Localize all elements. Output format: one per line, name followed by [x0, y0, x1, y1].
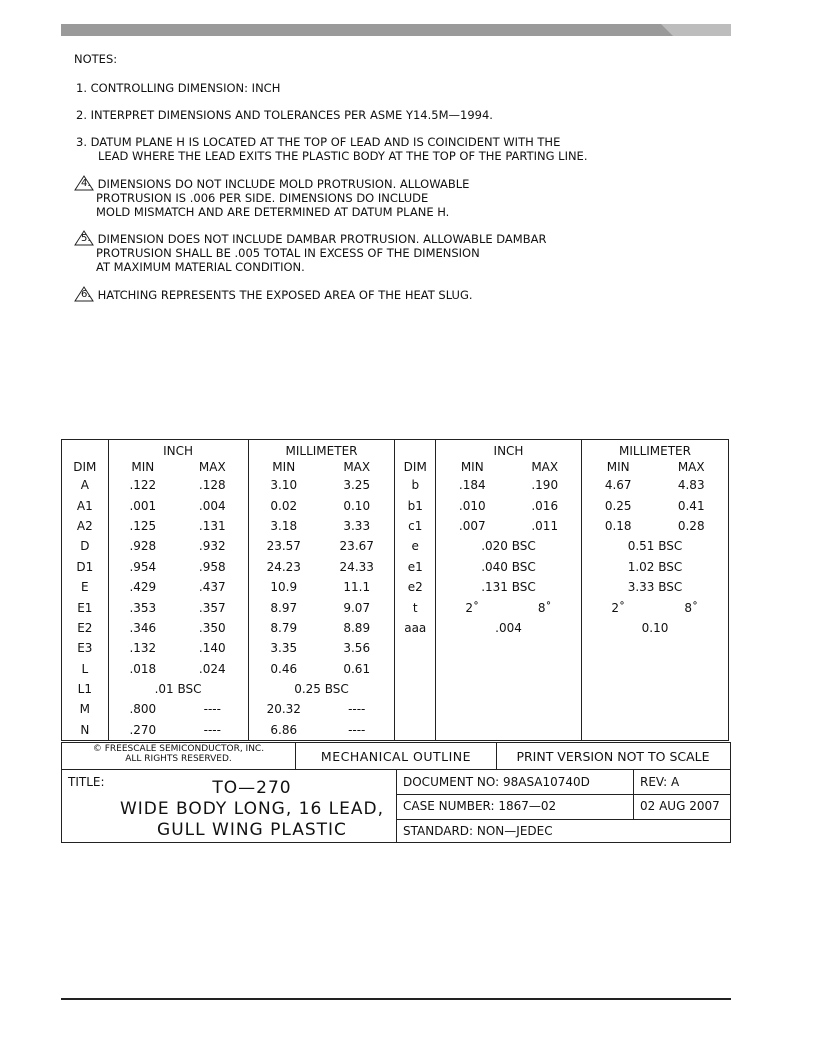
dim-cell: e1 — [395, 557, 436, 577]
inch-max: .024 — [198, 661, 226, 676]
dim-cell: E — [81, 580, 89, 595]
inch-value: .131 BSC — [436, 577, 582, 597]
inch-max: .016 — [531, 498, 559, 513]
title-block-main-row — [62, 769, 730, 843]
dim-cell: e2 — [395, 577, 436, 597]
dim-cell: E1 — [77, 600, 93, 615]
inch-max: .004 — [198, 498, 226, 513]
mm-max: 0.41 — [677, 498, 705, 513]
mm-min: 0.18 — [581, 516, 654, 536]
table-header-row — [62, 440, 729, 460]
dim-cell: N — [80, 722, 90, 737]
footer-rule — [61, 998, 731, 1000]
millimeter-header: MILLIMETER — [248, 440, 395, 460]
inch-value: .01 BSC — [108, 679, 248, 699]
inch-max — [508, 699, 581, 719]
mm-max: 3.56 — [343, 641, 371, 656]
mm-min: 3.35 — [248, 638, 319, 658]
dim-header: DIM — [73, 460, 97, 474]
mm-max — [654, 699, 728, 719]
document-number: DOCUMENT NO: 98ASA10740D — [403, 775, 590, 789]
inch-max: .932 — [198, 539, 226, 554]
title-block — [61, 742, 731, 843]
mm-min — [581, 699, 654, 719]
table-row — [62, 699, 729, 719]
millimeter-header: MILLIMETER — [581, 440, 728, 460]
dim-cell: D — [80, 539, 90, 554]
dim-cell: b — [395, 475, 436, 495]
mm-max — [654, 659, 728, 679]
inch-min: .928 — [108, 536, 177, 556]
title-block-top-row — [62, 742, 730, 770]
min-header: MIN — [436, 459, 509, 475]
print-version-label: PRINT VERSION NOT TO SCALE — [516, 749, 710, 764]
inch-max: .437 — [198, 580, 226, 595]
inch-min: .122 — [108, 475, 177, 495]
inch-min: .125 — [108, 516, 177, 536]
mm-value: 0.51 BSC — [581, 536, 728, 556]
dim-cell — [395, 638, 436, 658]
mm-min: 0.02 — [248, 495, 319, 515]
mm-value: 0.25 BSC — [248, 679, 395, 699]
inch-max — [508, 679, 581, 699]
note-4: 4. DIMENSIONS DO NOT INCLUDE MOLD PROTRUSION. ALLOWABLE PROTRUSION IS .006 PER SIDE. DIMENSIONS DO INCLUDE MOLD MISMATCH AND ARE DETERMINED AT DATUM PLANE H. — [74, 175, 469, 219]
dim-cell: L — [81, 661, 89, 676]
dim-cell: e — [395, 536, 436, 556]
inch-max — [508, 720, 581, 741]
delta-triangle-icon: 6. — [74, 286, 94, 302]
mm-max: 3.25 — [343, 478, 371, 493]
inch-min: .010 — [436, 495, 509, 515]
dim-header: DIM — [395, 459, 436, 475]
inch-min: .132 — [108, 638, 177, 658]
mm-max: ---- — [348, 702, 366, 717]
document-date: 02 AUG 2007 — [640, 799, 720, 813]
table-row — [62, 577, 729, 597]
min-header: MIN — [581, 459, 654, 475]
table-row — [62, 557, 729, 577]
dim-cell: c1 — [395, 516, 436, 536]
inch-max: .958 — [198, 559, 226, 574]
inch-max: .190 — [531, 478, 559, 493]
delta-triangle-icon: 4. — [74, 175, 94, 191]
mm-max: 0.10 — [343, 498, 371, 513]
table-row — [62, 679, 729, 699]
divider — [397, 819, 731, 820]
mm-min — [581, 679, 654, 699]
inch-min — [436, 679, 509, 699]
inch-value: .040 BSC — [436, 557, 582, 577]
inch-min: .018 — [108, 659, 177, 679]
inch-min: .353 — [108, 597, 177, 617]
standard: STANDARD: NON—JEDEC — [403, 824, 553, 838]
copyright: © FREESCALE SEMICONDUCTOR, INC. ALL RIGHTS RESERVED. — [92, 744, 265, 764]
table-row — [62, 597, 729, 617]
mm-min: 4.67 — [581, 475, 654, 495]
mechanical-outline-label: MECHANICAL OUTLINE — [295, 743, 497, 770]
max-header: MAX — [198, 460, 226, 474]
mm-min: 20.32 — [248, 699, 319, 719]
mm-min — [581, 659, 654, 679]
table-row — [62, 475, 729, 495]
inch-max: 8˚ — [537, 600, 552, 615]
note-5: 5. DIMENSION DOES NOT INCLUDE DAMBAR PROTRUSION. ALLOWABLE DAMBAR PROTRUSION SHALL BE .005 TOTAL IN EXCESS OF THE DIMENSION AT MAXIMUM MATERIAL CONDITION. — [74, 230, 546, 274]
divider — [633, 770, 634, 819]
mm-min: 8.97 — [248, 597, 319, 617]
inch-min: .007 — [436, 516, 509, 536]
inch-min — [436, 720, 509, 741]
inch-min: .184 — [436, 475, 509, 495]
inch-max: ---- — [203, 722, 221, 737]
mm-max — [654, 720, 728, 741]
inch-min: .270 — [108, 720, 177, 741]
dimension-rows — [62, 475, 729, 741]
max-header: MAX — [343, 460, 371, 474]
inch-max: ---- — [203, 702, 221, 717]
inch-min — [436, 659, 509, 679]
min-header: MIN — [108, 459, 177, 475]
dim-cell — [395, 720, 436, 741]
dim-cell: t — [395, 597, 436, 617]
mm-max: 11.1 — [343, 580, 371, 595]
mm-max: ---- — [348, 722, 366, 737]
inch-max: .128 — [198, 478, 226, 493]
mm-max — [654, 638, 728, 658]
dim-cell: A2 — [76, 518, 93, 533]
inch-min: .001 — [108, 495, 177, 515]
dim-cell — [395, 659, 436, 679]
title-label: TITLE: — [68, 775, 105, 789]
mm-min: 0.46 — [248, 659, 319, 679]
table-row — [62, 720, 729, 741]
dim-cell: A1 — [76, 498, 93, 513]
inch-max — [508, 659, 581, 679]
mm-max: 0.61 — [343, 661, 371, 676]
mm-min: 2˚ — [581, 597, 654, 617]
table-row — [62, 495, 729, 515]
mm-min: 8.79 — [248, 618, 319, 638]
dim-cell: b1 — [395, 495, 436, 515]
notes-title: NOTES: — [74, 52, 118, 66]
max-header: MAX — [677, 460, 705, 474]
table-row — [62, 516, 729, 536]
inch-value: .020 BSC — [436, 536, 582, 556]
inch-min: 2˚ — [436, 597, 509, 617]
inch-max: .011 — [531, 518, 559, 533]
max-header: MAX — [531, 460, 559, 474]
dim-cell: L1 — [77, 682, 92, 697]
package-title: TO—270 WIDE BODY LONG, 16 LEAD, GULL WING PLASTIC — [119, 778, 385, 840]
dim-cell — [395, 679, 436, 699]
dim-cell: M — [79, 702, 90, 717]
mm-value: 0.10 — [581, 618, 728, 638]
note-1: 1. CONTROLLING DIMENSION: INCH — [76, 81, 281, 95]
inch-header: INCH — [108, 440, 248, 460]
note-3: 3. DATUM PLANE H IS LOCATED AT THE TOP OF LEAD AND IS COINCIDENT WITH THE LEAD WHERE THE LEAD EXITS THE PLASTIC BODY AT THE TOP OF THE PARTING LINE. — [76, 135, 588, 163]
inch-min: .346 — [108, 618, 177, 638]
inch-min: .954 — [108, 557, 177, 577]
dim-cell: aaa — [395, 618, 436, 638]
inch-min — [436, 699, 509, 719]
inch-max: .350 — [198, 620, 226, 635]
dim-cell: E2 — [77, 620, 93, 635]
mm-value: 3.33 BSC — [581, 577, 728, 597]
note-2: 2. INTERPRET DIMENSIONS AND TOLERANCES PER ASME Y14.5M—1994. — [76, 108, 493, 122]
mm-max: 4.83 — [677, 478, 705, 493]
mm-max: 9.07 — [343, 600, 371, 615]
mm-min — [581, 720, 654, 741]
dim-cell — [395, 699, 436, 719]
inch-max: .131 — [198, 518, 226, 533]
mm-min — [581, 638, 654, 658]
mm-max: 8.89 — [343, 620, 371, 635]
dimension-table — [61, 439, 729, 741]
mm-max — [654, 679, 728, 699]
min-header: MIN — [248, 459, 319, 475]
dim-cell: A — [80, 478, 89, 493]
table-subheader-row — [62, 459, 729, 475]
delta-triangle-icon: 5. — [74, 230, 94, 246]
case-number: CASE NUMBER: 1867—02 — [403, 799, 557, 813]
header-bar — [61, 24, 731, 36]
mm-max: 23.67 — [339, 539, 374, 554]
inch-max — [508, 638, 581, 658]
inch-value: .004 — [436, 618, 582, 638]
mm-min: 24.23 — [248, 557, 319, 577]
dim-cell: D1 — [76, 559, 94, 574]
mm-min: 0.25 — [581, 495, 654, 515]
mm-value: 1.02 BSC — [581, 557, 728, 577]
table-row — [62, 638, 729, 658]
table-row — [62, 618, 729, 638]
mm-min: 6.86 — [248, 720, 319, 741]
dim-cell: E3 — [77, 641, 93, 656]
mm-min: 3.10 — [248, 475, 319, 495]
mm-min: 10.9 — [248, 577, 319, 597]
note-6: 6. HATCHING REPRESENTS THE EXPOSED AREA OF THE HEAT SLUG. — [74, 286, 473, 302]
mm-max: 3.33 — [343, 518, 371, 533]
table-row — [62, 659, 729, 679]
mm-min: 23.57 — [248, 536, 319, 556]
mm-max: 8˚ — [684, 600, 699, 615]
revision: REV: A — [640, 775, 680, 789]
divider — [397, 794, 731, 795]
inch-max: .357 — [198, 600, 226, 615]
mm-max: 0.28 — [677, 518, 705, 533]
document-info — [396, 770, 731, 843]
inch-max: .140 — [198, 641, 226, 656]
table-row — [62, 536, 729, 556]
inch-header: INCH — [436, 440, 582, 460]
mm-min: 3.18 — [248, 516, 319, 536]
mm-max: 24.33 — [339, 559, 374, 574]
inch-min: .800 — [108, 699, 177, 719]
inch-min — [436, 638, 509, 658]
inch-min: .429 — [108, 577, 177, 597]
